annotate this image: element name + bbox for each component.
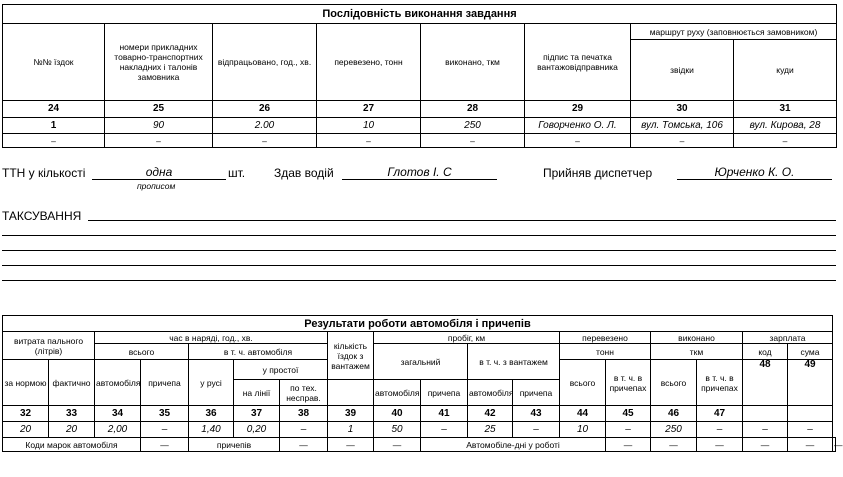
header-trips-loaded-cont	[328, 380, 374, 406]
value-cell: 0,20	[234, 422, 280, 438]
cell-trip-no: 1	[3, 118, 105, 134]
value-cell: 2,00	[95, 422, 141, 438]
header-worked: відпрацьовано, год., хв.	[213, 24, 317, 101]
header-sum: сума	[788, 344, 833, 360]
auto-days-label: Автомобіле-дні у роботі	[421, 438, 606, 452]
cell-empty: –	[213, 134, 317, 148]
column-number: 43	[513, 406, 560, 422]
salary-code-value: 48	[743, 360, 788, 406]
column-number: 32	[3, 406, 49, 422]
header-on-line: на лінії	[234, 380, 280, 406]
column-numbers-row	[3, 406, 836, 422]
cell-to: вул. Кирова, 28	[734, 118, 837, 134]
trailers-value: —	[280, 438, 328, 452]
column-number: 40	[374, 406, 421, 422]
column-number: 29	[525, 101, 631, 118]
value-cell: –	[421, 422, 468, 438]
header-actual: фактично	[49, 360, 95, 406]
footer-dash: —	[606, 438, 651, 452]
header-tkm: ткм	[651, 344, 743, 360]
auto-codes-value: —	[141, 438, 189, 452]
column-number	[743, 406, 788, 422]
cell-empty: –	[631, 134, 734, 148]
results-table	[2, 315, 843, 452]
header-auto: автомобіля	[95, 360, 141, 406]
value-cell: 10	[560, 422, 606, 438]
header-time-in-order: час в наряді, год., хв.	[95, 332, 328, 344]
column-number: 30	[631, 101, 734, 118]
column-number: 46	[651, 406, 697, 422]
column-number: 27	[317, 101, 421, 118]
cell-empty: –	[525, 134, 631, 148]
value-cell: –	[280, 422, 328, 438]
header-incl-trailers-t: в т. ч. в причепах	[606, 360, 651, 406]
ttn-value: одна	[92, 166, 226, 180]
footer-dash: —	[743, 438, 788, 452]
column-number: 37	[234, 406, 280, 422]
column-number: 28	[421, 101, 525, 118]
task-table-title: Послідовність виконання завдання	[3, 5, 837, 24]
value-cell: –	[697, 422, 743, 438]
table-row	[3, 118, 837, 134]
cell-from: вул. Томська, 106	[631, 118, 734, 134]
value-cell: 20	[49, 422, 95, 438]
header-total-mileage: загальний	[374, 344, 468, 380]
header-performed: виконано	[651, 332, 743, 344]
footer-dash: —	[374, 438, 421, 452]
column-number	[788, 406, 833, 422]
value-cell: 25	[468, 422, 513, 438]
table-row	[3, 134, 837, 148]
column-number: 44	[560, 406, 606, 422]
driver-signature: Глотов І. С	[342, 166, 497, 180]
header-incl-trailers-tkm: в т. ч. в причепах	[697, 360, 743, 406]
value-cell: –	[788, 422, 833, 438]
dispatcher-signature: Юрченко К. О.	[677, 166, 832, 180]
header-to: куди	[734, 40, 837, 101]
header-total-tkm: всього	[651, 360, 697, 406]
taxation-rule	[2, 250, 836, 251]
header-route: маршрут руху (заповнюється замовником)	[631, 24, 837, 40]
column-number: 41	[421, 406, 468, 422]
header-performed: виконано, ткм	[421, 24, 525, 101]
header-auto-loaded: автомобіля	[468, 380, 513, 406]
header-signature: підпис та печатка вантажовідправника	[525, 24, 631, 101]
header-total: всього	[95, 344, 189, 360]
header-salary: зарплата	[743, 332, 833, 344]
cell-worked: 2.00	[213, 118, 317, 134]
header-fuel: витрата пального (літрів)	[3, 332, 95, 360]
auto-codes-label: Коди марок автомобіля	[3, 438, 141, 452]
header-by-norm: за нормою	[3, 360, 49, 406]
taxation-line	[88, 220, 836, 221]
header-code: код	[743, 344, 788, 360]
footer-dash: —	[328, 438, 374, 452]
header-auto-mileage: автомобіля	[374, 380, 421, 406]
column-number: 26	[213, 101, 317, 118]
header-tons: тонн	[560, 344, 651, 360]
taxation-rule	[2, 265, 836, 266]
cell-signature: Говорченко О. Л.	[525, 118, 631, 134]
footer-dash: —	[651, 438, 697, 452]
header-incl-loaded: в т. ч. з вантажем	[468, 344, 560, 380]
taxation-rule	[2, 235, 836, 236]
results-table-title: Результати роботи автомобіля і причепів	[3, 316, 833, 332]
ttn-hint: прописом	[137, 181, 176, 191]
header-trailer-mileage: причепа	[421, 380, 468, 406]
value-cell: 1	[328, 422, 374, 438]
dispatcher-label: Прийняв диспетчер	[543, 166, 653, 180]
value-cell: –	[606, 422, 651, 438]
trailers-label: причепів	[189, 438, 280, 452]
footer-dash: —	[788, 438, 833, 452]
column-number: 38	[280, 406, 328, 422]
cell-empty: –	[317, 134, 421, 148]
header-trailer: причепа	[141, 360, 189, 406]
header-mileage: пробіг, км	[374, 332, 560, 344]
taxation-rule	[2, 280, 836, 281]
cell-empty: –	[105, 134, 213, 148]
value-cell: 1,40	[189, 422, 234, 438]
header-waybill-numbers: номери прикладних товарно-транспортних накладних і талонів замовника	[105, 24, 213, 101]
ttn-label: ТТН у кількості	[2, 166, 86, 180]
driver-label: Здав водій	[274, 166, 334, 180]
column-number: 42	[468, 406, 513, 422]
header-incl-auto: в т. ч. автомобіля	[189, 344, 328, 360]
column-number: 24	[3, 101, 105, 118]
header-trailer-loaded: причепа	[513, 380, 560, 406]
value-cell: –	[743, 422, 788, 438]
column-number: 45	[606, 406, 651, 422]
value-cell: 20	[3, 422, 49, 438]
header-tech-fault: по тех. несправ.	[280, 380, 328, 406]
cell-empty: –	[421, 134, 525, 148]
header-idle: у простої	[234, 360, 328, 380]
task-sequence-table	[2, 4, 837, 148]
footer-row	[3, 438, 836, 452]
salary-sum-value: 49	[788, 360, 833, 406]
value-cell: –	[141, 422, 189, 438]
footer-dash: —	[834, 439, 843, 450]
header-trips-no: №№ їздок	[3, 24, 105, 101]
column-number: 36	[189, 406, 234, 422]
column-number: 47	[697, 406, 743, 422]
column-number: 25	[105, 101, 213, 118]
cell-waybill: 90	[105, 118, 213, 134]
taxation-label: ТАКСУВАННЯ	[2, 209, 82, 223]
header-from: звідки	[631, 40, 734, 101]
column-number: 33	[49, 406, 95, 422]
footer-dash: —	[697, 438, 743, 452]
column-number: 31	[734, 101, 837, 118]
column-number: 39	[328, 406, 374, 422]
cell-empty: –	[3, 134, 105, 148]
column-numbers-row	[3, 101, 837, 118]
ttn-unit: шт.	[228, 166, 246, 180]
header-transported: перевезено	[560, 332, 651, 344]
column-number: 34	[95, 406, 141, 422]
value-cell: 250	[651, 422, 697, 438]
header-transported: перевезено, тонн	[317, 24, 421, 101]
values-row	[3, 422, 836, 438]
header-total-t: всього	[560, 360, 606, 406]
cell-performed: 250	[421, 118, 525, 134]
cell-empty: –	[734, 134, 837, 148]
value-cell: –	[513, 422, 560, 438]
value-cell: 50	[374, 422, 421, 438]
column-number: 35	[141, 406, 189, 422]
header-on-move: у русі	[189, 360, 234, 406]
cell-transported: 10	[317, 118, 421, 134]
header-trips-loaded: кількість їздок з вантажем	[328, 332, 374, 380]
